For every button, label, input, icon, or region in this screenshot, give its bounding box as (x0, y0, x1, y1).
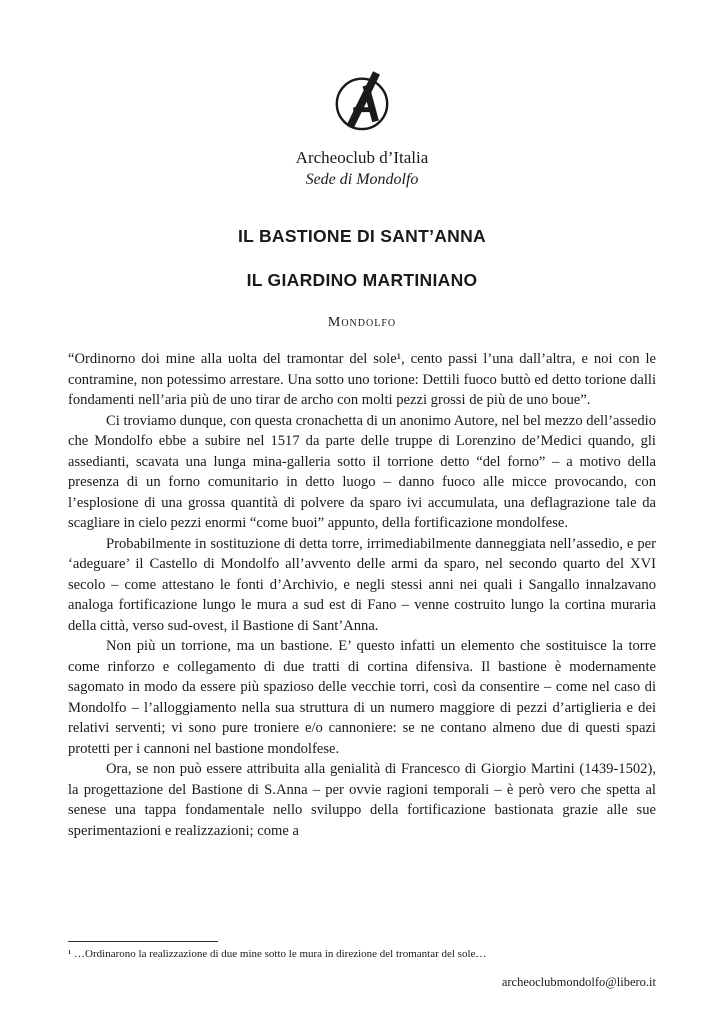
secondary-title: IL GIARDINO MARTINIANO (246, 270, 478, 290)
footnote-text: ¹ …Ordinarono la realizzazione di due mine sotto le mura in direzione del tromantar del sole… (68, 948, 487, 960)
organization-branch: Sede di Mondolfo (305, 171, 419, 188)
document-body (68, 349, 656, 841)
main-title: IL BASTIONE DI SANT’ANNA (238, 226, 486, 246)
body-paragraph: Non più un torrione, ma un bastione. E’ questo infatti un elemento che sostituisce la torre come rinforzo e collegamento di due tratti di cortina difensiva. Il bastione è modernamente sagomato in modo da essere più spazioso delle vecchie torri, così da consentire – come nel caso di Mondolfo – l’alloggiamento nella sua struttura di un numero maggiore di pezzi d’artiglieria e dei relativi serventi; vi sono pure troniere e/o cannoniere: se ne contano almeno due di questi spazi protetti per i cannoni nel bastione mondolfese. (68, 638, 656, 757)
footer-block (68, 941, 656, 990)
archeoclub-emblem-icon (331, 70, 393, 132)
body-paragraph: Ora, se non può essere attribuita alla genialità di Francesco di Giorgio Martini (1439-1502), la progettazione del Bastione di S.Anna – per ovvie ragioni temporali – è però vero che spetta al senese una tappa fondamentale nello sviluppo della fortificazione bastionata grazie alle sue sperimentazioni e realizzazioni; come a (68, 761, 656, 839)
body-paragraph: “Ordinorno doi mine alla uolta del tramontar del sole¹, cento passi l’una dall’altra, e noi con le contramine, non potessimo arrestare. Una sotto uno torione: Dettili fuoco buttò ed detto torione dalli fondamenti nell’aria più de uno tirar de archo con molti pezzi grossi de più de uno boue”. (68, 351, 656, 408)
logo-container (68, 70, 656, 137)
body-paragraph: Probabilmente in sostituzione di detta torre, irrimediabilmente danneggiata nell’assedio, e per ‘adeguare’ il Castello di Mondolfo all’avvento delle armi da sparo, nel secondo quarto del XVI secolo – come attestano le fonti d’Archivio, e negli stessi anni nei quali i Sangallo innalzavano analoga fortificazione lungo le mura a sud est di Fano – venne costruito lungo la cortina muraria della città, verso sud-ovest, il Bastione di Sant’Anna. (68, 535, 656, 634)
footnote-separator (68, 941, 218, 942)
organization-block (68, 147, 656, 191)
footer-email: archeoclubmondolfo@libero.it (501, 975, 656, 989)
organization-name: Archeoclub d’Italia (295, 148, 429, 167)
place-subtitle: Mondolfo (327, 315, 397, 330)
title-block (68, 225, 656, 291)
body-paragraph: Ci troviamo dunque, con questa cronachetta di un anonimo Autore, nel bel mezzo dell’assedio che Mondolfo ebbe a subire nel 1517 da parte delle truppe di Lorenzino de’Medici quando, gli assedianti, scavata una lunga mina-galleria sotto il torrione detto “del forno” – a motivo della presenza di un forno comunitario in detto luogo – danno fuoco alle micce provocando, con l’esplosione di una grossa quantità di polvere da sparo ivi accumulata, una deflagrazione tale da scagliare in cielo pezzi enormi “come buoi” appunto, della fortificazione mondolfese. (68, 412, 656, 531)
